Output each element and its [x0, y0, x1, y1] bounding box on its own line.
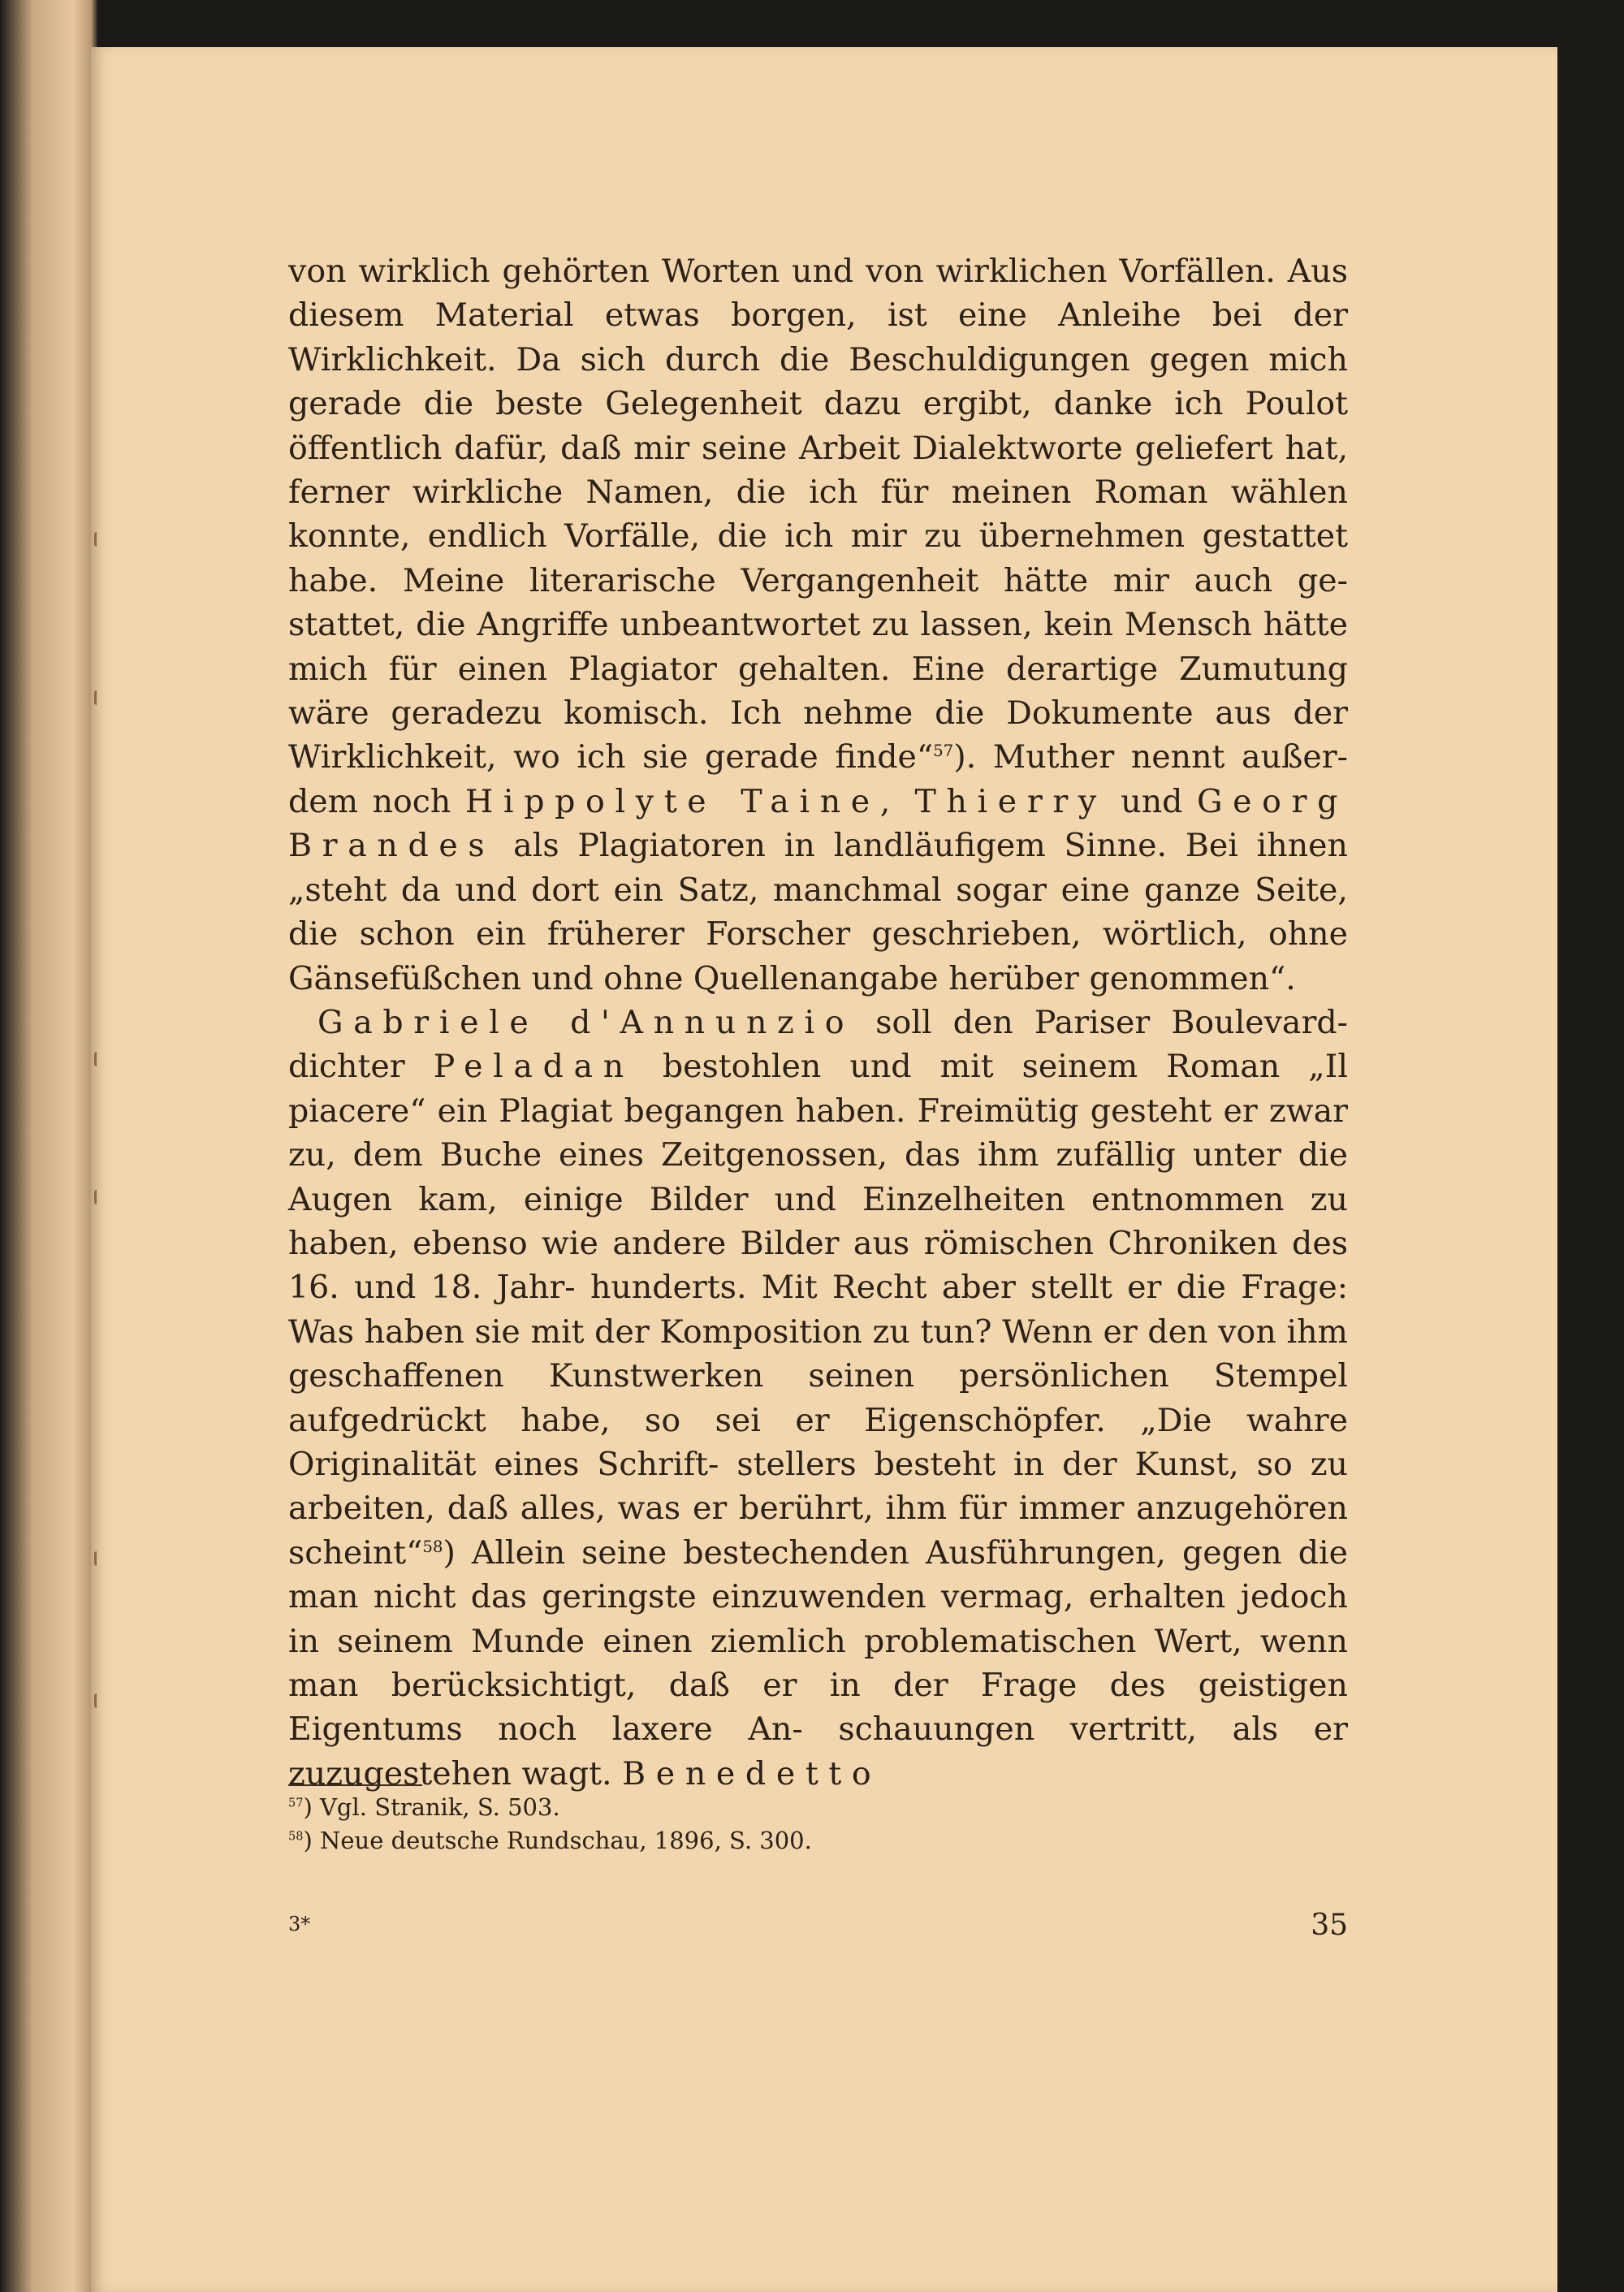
footnote-57: [288, 1791, 1181, 1824]
body-line: von wirklich gehörten Worten und von wirklichen Vorfällen.: [288, 253, 1276, 290]
body-line: stattet, die Angriffe unbeantwortet zu lassen, kein Mensch hätte: [288, 606, 1348, 644]
body-line: ). Muther nennt außer-: [953, 738, 1348, 776]
footnote-text: ) Neue deutsche Rundschau, 1896, S. 300.: [303, 1827, 812, 1854]
body-line: öffentlich dafür, daß mir seine Arbeit Dialektworte geliefert hat,: [288, 429, 1348, 467]
author-name-benedetto: Benedetto: [622, 1754, 882, 1793]
body-line: einzuwenden vermag, erhalten jedoch in seinem Munde einen: [288, 1578, 1348, 1660]
body-line: gerade die beste Gelegenheit dazu ergibt, danke ich Poulot: [288, 385, 1348, 423]
body-line: Wirklichkeit, wo ich sie gerade finde“: [288, 738, 934, 776]
body-line: schauungen vertritt, als er zuzugestehen wagt.: [288, 1710, 1348, 1793]
body-line: Aus diesem Material etwas borgen, ist eine Anleihe bei der: [288, 253, 1348, 335]
body-line: sei er Eigenschöpfer. „Die wahre Originalität eines Schrift-: [288, 1401, 1349, 1483]
body-line: andere Bilder aus römischen Chroniken des 16. und 18. Jahr-: [288, 1224, 1348, 1307]
body-line: ferner wirkliche Namen, die ich für meinen Roman wählen: [288, 474, 1348, 512]
footnote-ref-57: 57: [933, 742, 954, 761]
binding-stitch: [94, 1693, 105, 1708]
paragraph-1: [288, 249, 1348, 1001]
body-line: Wirklichkeit. Da sich durch die Beschuldigungen gegen mich: [288, 340, 1348, 378]
author-name-peladan: Peladan: [433, 1048, 634, 1086]
body-line: einige Bilder und Einzelheiten entnommen zu haben, ebenso wie: [288, 1180, 1348, 1262]
binding-stitch: [94, 532, 105, 547]
body-line: stellers besteht in der Kunst, so zu arbeiten, daß alles, was er: [288, 1445, 1348, 1528]
footnote-58: [288, 1824, 1181, 1857]
author-name-brandes: Brandes: [288, 827, 495, 865]
body-line: als Plagiatoren in landläufigem Sinne. Bei ihnen: [513, 827, 1348, 865]
signature-mark: 3*: [288, 1913, 311, 1935]
footnote-ref-58: 58: [422, 1537, 443, 1556]
body-line: berührt, ihm für immer anzugehören scheint“: [288, 1490, 1348, 1572]
binding-stitch: [94, 1052, 105, 1066]
footnote-text: ) Vgl. Stranik, S. 503.: [303, 1793, 560, 1821]
binding-stitch: [94, 1551, 105, 1566]
body-line: soll den Pariser Boulevard-: [875, 1003, 1348, 1041]
body-line: bestechenden Ausführungen, gegen die man nicht das geringste: [288, 1533, 1348, 1616]
body-line: hunderts. Mit Recht aber stellt er die Frage: Was haben sie: [288, 1269, 1349, 1351]
binding-stitch: [94, 1190, 105, 1204]
body-line: Buche eines Zeitgenossen, das ihm zufällig unter die Augen kam,: [288, 1136, 1349, 1218]
body-line: Gänsefüßchen und ohne Quellenangabe herüber genommen“.: [288, 959, 1296, 997]
paragraph-2: [288, 1001, 1348, 1796]
body-line: Kunstwerken seinen persönlichen Stempel aufgedrückt habe, so: [288, 1357, 1348, 1439]
body-line: ) Allein seine: [443, 1533, 667, 1572]
body-line: die schon ein früherer Forscher geschrieben, wörtlich, ohne: [288, 915, 1348, 954]
author-name-georg: Georg: [1196, 782, 1349, 820]
body-line: konnte, endlich Vorfälle, die ich mir zu übernehmen gestattet: [288, 517, 1348, 556]
body-line: „steht da und dort ein Satz, manchmal sogar eine ganze Seite,: [288, 871, 1348, 909]
footnote-number: 57: [288, 1797, 304, 1810]
body-line: wäre geradezu komisch. Ich nehme die Dokumente aus der: [288, 694, 1348, 733]
author-name-taine: Hippolyte Taine,: [464, 782, 901, 820]
body-word: und: [1121, 782, 1183, 820]
body-text: [288, 249, 1348, 1796]
body-line: ein Plagiat begangen haben. Freimütig gesteht er zwar zu, dem: [288, 1092, 1348, 1174]
body-line: ziemlich problematischen Wert, wenn man berücksichtigt, daß: [288, 1622, 1349, 1704]
body-line: habe. Meine literarische Vergangenheit hätte mir auch ge-: [288, 561, 1348, 599]
body-line: mich für einen Plagiator gehalten. Eine derartige Zumutung: [288, 650, 1348, 688]
body-line: mit der Komposition zu tun? Wenn er den von ihm geschaffenen: [288, 1312, 1348, 1395]
body-line: er in der Frage des geistigen Eigentums noch laxere An-: [288, 1667, 1348, 1749]
author-name-thierry: Thierry: [914, 782, 1107, 820]
facing-page-edge: [0, 0, 97, 2292]
footnote-number: 58: [288, 1830, 304, 1844]
body-line: bestohlen und mit seinem Roman „Il piacere“: [288, 1048, 1348, 1130]
body-line: dichter: [288, 1048, 405, 1086]
body-line: dem noch: [288, 782, 451, 820]
footnotes: [288, 1791, 1181, 1857]
binding-stitch: [94, 690, 105, 705]
page-number: 35: [1311, 1909, 1348, 1942]
footnote-rule: [288, 1784, 422, 1786]
author-name-dannunzio: Gabriele d'Annunzio: [317, 1003, 855, 1041]
